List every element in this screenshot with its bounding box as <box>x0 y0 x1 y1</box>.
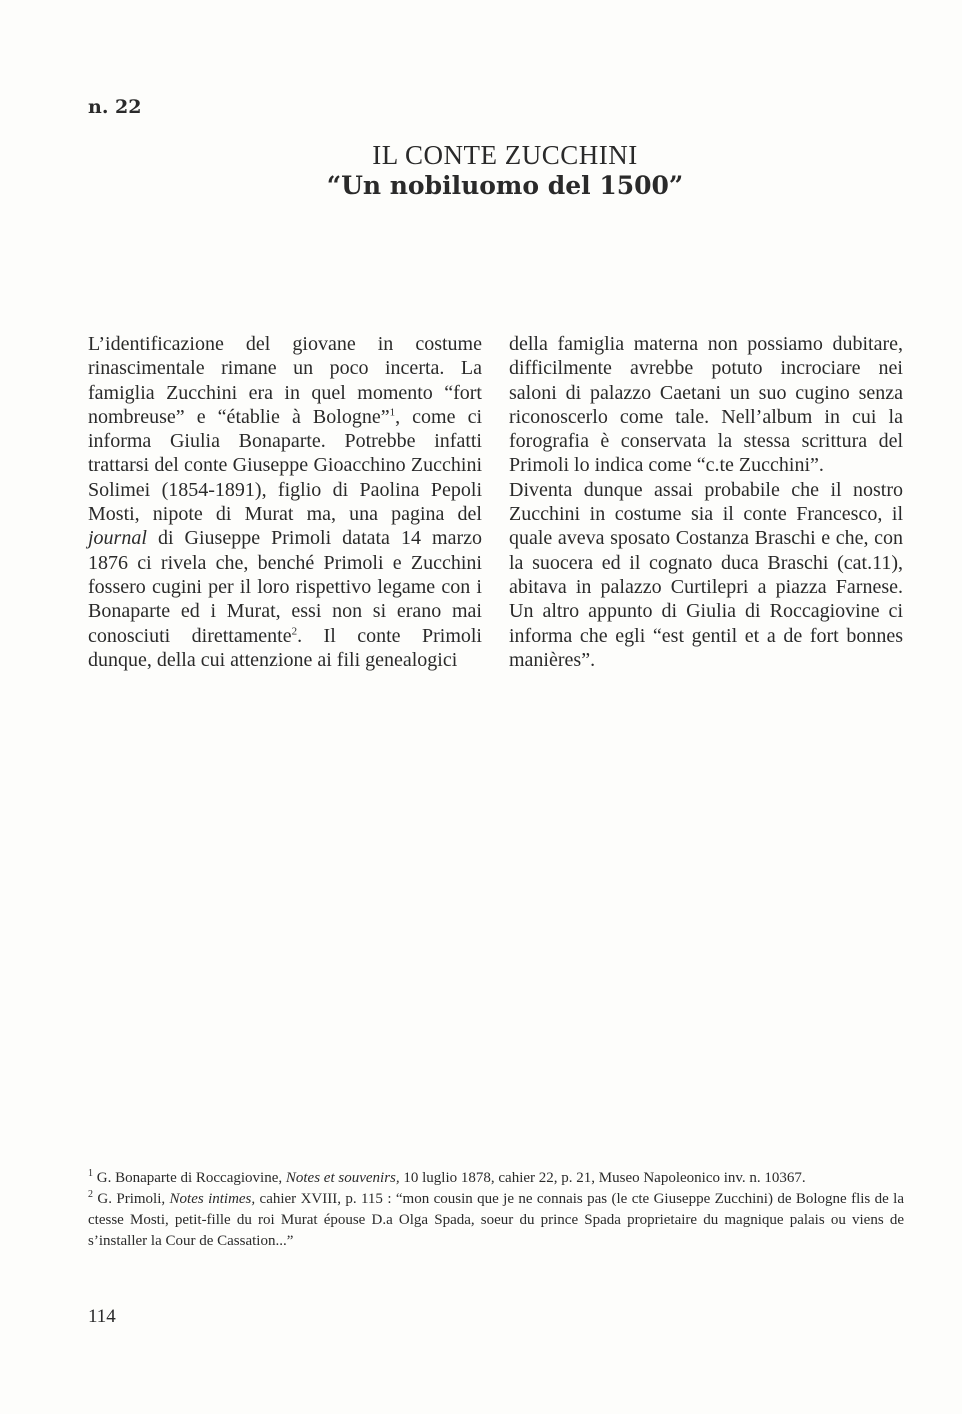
footnote-number: 2 <box>88 1189 93 1200</box>
text-run: di Giuseppe Primoli datata 14 marzo 1876 ci rivela che, benché Primoli e Zucchini fossero cugini per il loro rispettivo legame con i Bonaparte ed i Murat, essi non si erano mai conosciuti direttamente <box>88 527 482 647</box>
page-title: IL CONTE ZUCCHINI <box>372 140 638 170</box>
footnote-ref-1[interactable]: 1 <box>389 406 396 419</box>
body-column-right <box>509 332 903 672</box>
footnote-1 <box>88 1168 904 1189</box>
footnote-text: G. Primoli, <box>97 1191 170 1207</box>
footnote-italic: Notes intimes, <box>169 1191 256 1207</box>
page-number: 114 <box>88 1306 116 1327</box>
paragraph <box>88 332 482 672</box>
text-run: . Il conte Primoli dunque, della cui attenzione ai fili genealogici <box>88 624 482 671</box>
footnote-italic: Notes et souvenirs, <box>285 1170 400 1186</box>
footnote-2 <box>88 1189 904 1252</box>
footnote-text: cahier XVIII, p. 115 : “mon cousin que je ne connais pas (le cte Giuseppe Zucchini) de Bologne flis de la ctesse Mosti, petit-fille du roi Murat épouse D.a Olga Spada, soeur du prince Spada proprietaire du magnique palais ou viens de s’installer la Cour de Cassation...” <box>88 1191 905 1249</box>
footnote-number: 1 <box>88 1168 93 1179</box>
page-subtitle: “Un nobiluomo del 1500” <box>326 171 684 200</box>
footnote-ref-2[interactable]: 2 <box>291 624 298 637</box>
body-column-left <box>88 332 482 672</box>
paragraph: della famiglia materna non possiamo dubitare, difficilmente avrebbe potuto incrociare nei saloni di palazzo Caetani un suo cugino senza riconoscerlo come tale. Nell’album in cui la forografia è conservata la stessa scrittura del Primoli lo indica come “c.te Zucchini”. <box>509 333 903 477</box>
paragraph: Diventa dunque assai probabile che il nostro Zucchini in costume sia il conte Francesco, il quale aveva sposato Costanza Braschi e che, con la suocera ed il cognato duca Braschi (cat.11), abitava in palazzo Curtilepri a piazza Farnese. Un altro appunto di Giulia di Roccagiovine ci informa che egli “est gentil et a de fort bonnes manières”. <box>509 478 903 671</box>
italic-word: journal <box>88 527 147 550</box>
text-run: L’identificazione del giovane in costume rinascimentale rimane un poco incerta. La famiglia Zucchini era in quel momento “fort nombreuse” e “établie à Bologne” <box>88 333 482 428</box>
footnote-text: G. Bonaparte di Roccagiovine, <box>96 1170 286 1186</box>
footnotes <box>88 1168 904 1252</box>
footnote-text: 10 luglio 1878, cahier 22, p. 21, Museo Napoleonico inv. n. 10367. <box>399 1170 806 1186</box>
catalog-number: n. 22 <box>88 96 142 118</box>
title-block <box>270 140 740 202</box>
text-run: , come ci informa Giulia Bonaparte. Potrebbe infatti trattarsi del conte Giuseppe Gioacchino Zucchini Solimei (1854-1891), figlio di Paolina Pepoli Mosti, nipote di Murat ma, una pagina del <box>88 405 482 526</box>
